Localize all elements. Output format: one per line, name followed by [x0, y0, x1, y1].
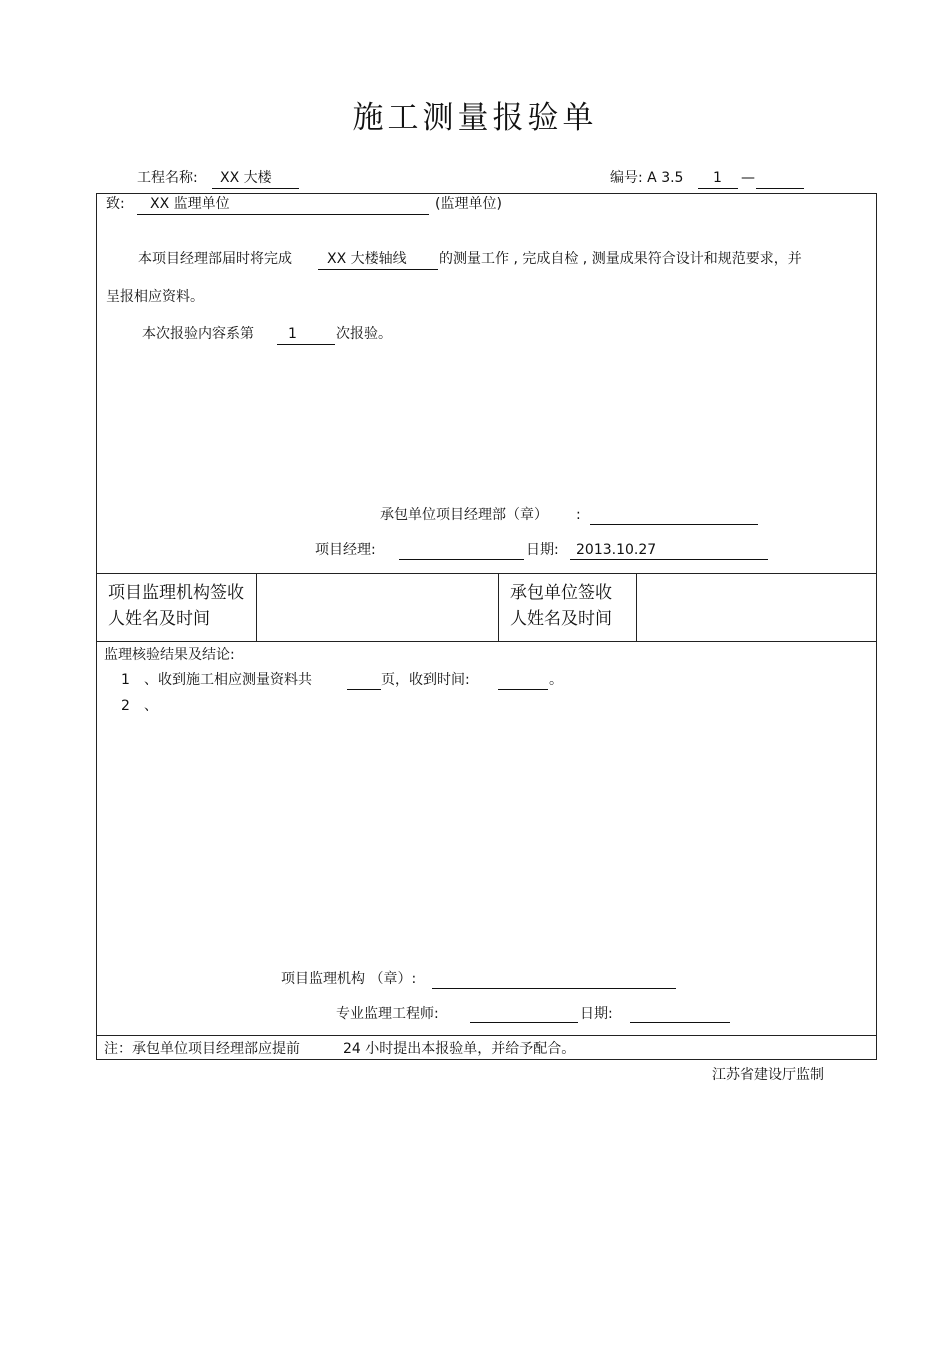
times-underline	[277, 344, 335, 345]
review-time-underline	[498, 689, 548, 690]
footer-issuer: 江苏省建设厅监制	[712, 1067, 824, 1083]
supervision-org-underline	[432, 988, 676, 989]
review-item2-text: 、	[144, 698, 158, 714]
engineer-underline	[470, 1022, 578, 1023]
supervision-org-label: 项目监理机构 （章）:	[281, 971, 417, 987]
review-item1-end: 。	[549, 672, 563, 688]
to-unit-value: XX 监理单位	[150, 196, 230, 212]
to-unit-underline	[137, 214, 429, 215]
note-prefix: 注：承包单位项目经理部应提前	[104, 1041, 300, 1057]
contractor-date-label: 日期:	[526, 542, 559, 558]
manager-label: 项目经理:	[315, 542, 376, 558]
supervisor-signature-label: 项目监理机构签收人姓名及时间	[108, 583, 244, 629]
number-underline	[698, 188, 738, 189]
contractor-seal-underline	[590, 524, 758, 525]
number-separator: —	[741, 170, 755, 186]
row-divider-2	[96, 641, 877, 642]
review-item1-text: 、收到施工相应测量资料共	[144, 672, 312, 688]
contractor-date-value: 2013.10.27	[576, 542, 657, 558]
work-item-underline	[318, 269, 438, 270]
number-label: 编号: A 3.5	[610, 170, 684, 186]
contractor-seal-colon: :	[576, 507, 581, 523]
review-date-label: 日期:	[580, 1006, 613, 1022]
body-line1-prefix: 本项目经理部届时将完成	[138, 251, 292, 267]
review-item2-number: 2	[121, 698, 130, 714]
project-name-label: 工程名称:	[137, 170, 198, 186]
project-name-underline	[212, 188, 299, 189]
note-hours: 24 小时提出本报验单，并给予配合。	[343, 1041, 576, 1057]
page-title: 施工测量报验单	[352, 100, 598, 136]
supervisor-signature-field[interactable]	[257, 574, 498, 641]
review-date-underline	[630, 1022, 730, 1023]
number-suffix-underline	[756, 188, 804, 189]
project-name-value: XX 大楼	[220, 170, 272, 186]
number-value: 1	[713, 170, 722, 186]
review-item1-pages: 页，收到时间:	[381, 672, 470, 688]
to-unit-suffix: (监理单位)	[435, 196, 502, 212]
sign-col-divider-2	[498, 573, 499, 641]
work-item-value: XX 大楼轴线	[327, 251, 407, 267]
times-suffix: 次报验。	[336, 326, 392, 342]
review-pages-underline	[347, 689, 381, 690]
contractor-seal-label: 承包单位项目经理部（章）	[380, 507, 548, 523]
times-prefix: 本次报验内容系第	[142, 326, 254, 342]
body-line2: 呈报相应资料。	[106, 289, 204, 305]
review-heading: 监理核验结果及结论:	[104, 647, 235, 663]
to-label: 致:	[106, 196, 125, 212]
times-value: 1	[288, 326, 297, 342]
review-item1-number: 1	[121, 672, 130, 688]
row-divider-3	[96, 1035, 877, 1036]
engineer-label: 专业监理工程师:	[336, 1006, 439, 1022]
manager-underline	[399, 559, 524, 560]
contractor-date-underline	[570, 559, 768, 560]
body-line1-suffix: 的测量工作 , 完成自检 , 测量成果符合设计和规范要求，并	[439, 251, 802, 267]
contractor-signature-field[interactable]	[637, 574, 876, 641]
contractor-signature-label: 承包单位签收人姓名及时间	[510, 583, 612, 629]
